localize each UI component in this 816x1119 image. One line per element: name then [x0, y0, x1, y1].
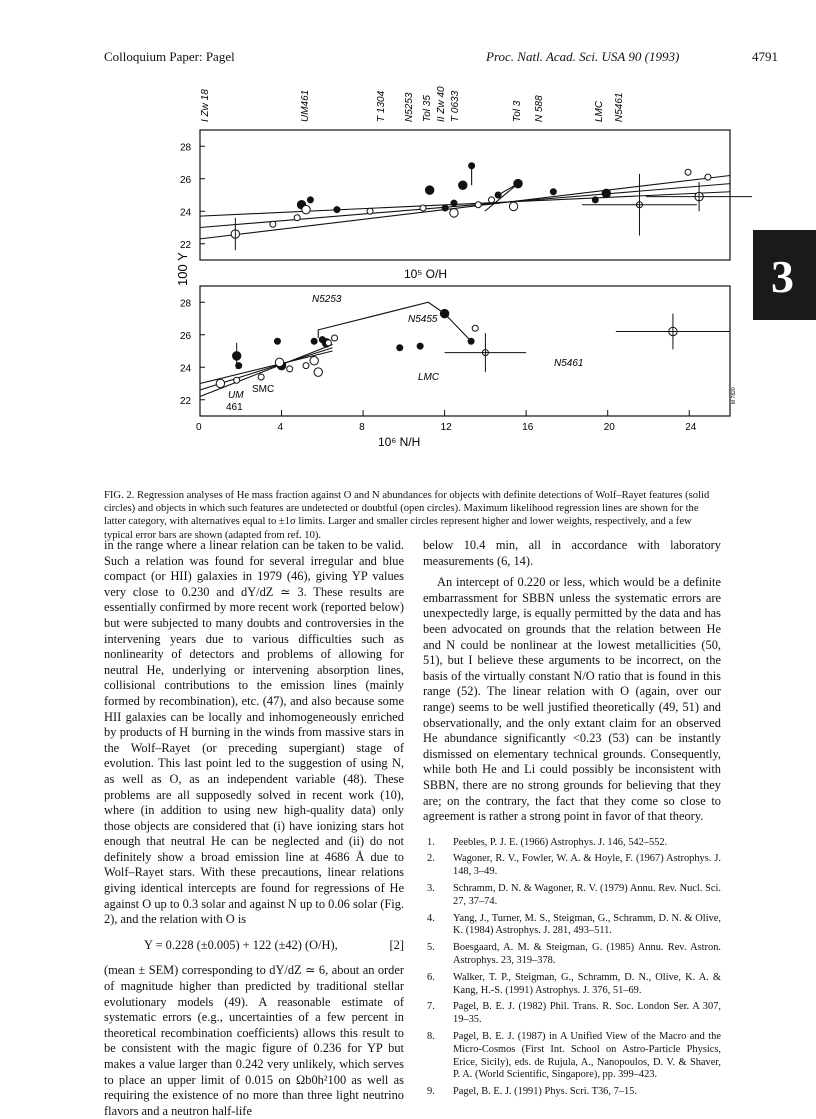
- reference-number: 8.: [427, 1031, 435, 1043]
- reference-item: [423, 972, 721, 998]
- y-tick-label: 22: [180, 395, 192, 407]
- equation-number: [2]: [389, 937, 404, 952]
- reference-number: 5.: [427, 942, 435, 954]
- open-point: [216, 379, 224, 387]
- open-point: [420, 205, 426, 211]
- right-paragraph-1: below 10.4 min, all in accordance with laboratory measurements (6, 14).: [423, 538, 721, 568]
- y-tick-label: 24: [180, 207, 192, 219]
- open-point: [310, 357, 318, 365]
- open-point: [685, 169, 691, 175]
- wolf-rayet-point: [307, 197, 313, 203]
- reference-text: Pagel, B. E. J. (1987) in A Unified View of the Macro and the Micro-Cosmos (First Int. School on Astro-Particle Physics, Erice, Sicily), eds. de Rujula, A., Nanopoulos, D. V. & Shaver, P. A. (World Scientific, Singapore), pp. 399–423.: [453, 1031, 721, 1081]
- reference-text: Wagoner, R. V., Fowler, W. A. & Hoyle, F. (1967) Astrophys. J. 148, 3–49.: [453, 853, 721, 878]
- reference-item: [423, 1001, 721, 1027]
- bottom-panel-plot: [200, 302, 730, 396]
- track-line: [318, 302, 471, 341]
- figure-2: [170, 74, 760, 454]
- wolf-rayet-point: [602, 189, 610, 197]
- regression-line: [200, 351, 333, 384]
- object-label: I Zw 18: [200, 89, 211, 122]
- top-panel-y-ticks: [180, 142, 205, 251]
- top-panel-plot: [200, 163, 752, 251]
- reference-number: 4.: [427, 912, 435, 924]
- wolf-rayet-point: [397, 345, 403, 351]
- open-point: [294, 215, 300, 221]
- x-tick-label: 16: [522, 422, 534, 433]
- reference-number: 9.: [427, 1086, 435, 1098]
- open-point: [472, 325, 478, 331]
- wolf-rayet-point: [459, 181, 467, 189]
- annotation-n5253: N5253: [312, 294, 342, 305]
- wolf-rayet-point: [592, 197, 598, 203]
- equation-2: [104, 928, 404, 964]
- reference-item: [423, 1031, 721, 1082]
- open-point: [325, 340, 331, 346]
- x-tick-label: 8: [359, 422, 365, 433]
- reference-item: [423, 883, 721, 909]
- wolf-rayet-point: [417, 343, 423, 349]
- wolf-rayet-point: [334, 207, 340, 213]
- annotation-um-number: 461: [226, 402, 243, 413]
- open-point: [302, 205, 310, 213]
- y-tick-label: 28: [180, 142, 192, 154]
- open-point: [275, 358, 283, 366]
- reference-item: [423, 837, 721, 850]
- annotation-n5461: N5461: [554, 358, 584, 369]
- open-point: [489, 197, 495, 203]
- reference-text: Pagel, B. E. J. (1991) Phys. Scri. T36, 7–15.: [453, 1086, 637, 1098]
- object-label: II Zw 40: [436, 86, 447, 122]
- open-point: [450, 209, 458, 217]
- section-tab: [753, 230, 816, 320]
- journal-citation: Proc. Natl. Acad. Sci. USA 90 (1993): [486, 49, 680, 64]
- reference-number: 7.: [427, 1001, 435, 1013]
- open-point: [303, 363, 309, 369]
- object-label: N5461: [614, 92, 625, 122]
- reference-number: 6.: [427, 971, 435, 983]
- equation-body: Y = 0.228 (±0.005) + 122 (±42) (O/H),: [144, 937, 338, 952]
- x-tick-label: 4: [277, 422, 284, 433]
- y-tick-label: 22: [180, 239, 192, 251]
- regression-line: [200, 184, 730, 228]
- reference-number: 3.: [427, 883, 435, 895]
- reference-text: Schramm, D. N. & Wagoner, R. V. (1979) Annu. Rev. Nucl. Sci. 27, 37–74.: [453, 883, 721, 907]
- annotation-smc: SMC: [252, 384, 275, 395]
- reference-item: [423, 942, 721, 968]
- object-label: Tol 35: [422, 95, 433, 122]
- wolf-rayet-point: [451, 200, 457, 206]
- reference-text: Yang, J., Turner, M. S., Steigman, G., Schramm, D. N. & Olive, K. (1984) Astrophys. J. 281, 493–511.: [453, 912, 721, 937]
- right-column: [423, 538, 721, 1103]
- left-paragraph-2: (mean ± SEM) corresponding to dY/dZ ≃ 6, about an order of magnitude higher than predicted by traditional stellar evolutionary models (49). A reasonable estimate of systematic errors (e.g., uncertainties of a few percent in theoretical recombination coefficients) allows this result to be consistent with the magic figure of 0.236 for YP but makes a value larger than 0.242 very unlikely, which serves to place an upper limit of 0.015 on Ωb0h²100 as well as requiring the existence of no more than three light neutrino flavors and a neutron half-life: [104, 963, 404, 1118]
- reference-list: [423, 837, 721, 1099]
- open-point: [314, 368, 322, 376]
- x-tick-label: 0: [196, 422, 202, 433]
- x-tick-label: 20: [603, 422, 615, 433]
- open-point: [367, 208, 373, 214]
- reference-item: [423, 853, 721, 879]
- object-label-row: [200, 86, 625, 122]
- regression-line: [200, 192, 730, 216]
- object-label: T 1304: [376, 90, 387, 122]
- page-number: 4791: [752, 49, 778, 64]
- y-tick-label: 26: [180, 330, 192, 342]
- figure-caption: FIG. 2. Regression analyses of He mass fraction against O and N abundances for objects with definite detections of Wolf–Rayet features (solid circles) and objects in which such features are undetected or doubtful (open circles). Maximum likelihood regression lines are shown for the latter category, with alternatives equal to ±1σ limits. Larger and smaller circles represent higher and lower weights, respectively, and a few typical error bars are shown (adapted from ref. 10).: [104, 490, 710, 541]
- bottom-panel-y-ticks: [180, 298, 205, 407]
- open-point: [332, 335, 338, 341]
- open-point: [705, 174, 711, 180]
- open-point: [475, 202, 481, 208]
- figure-code: M 7820: [731, 387, 737, 404]
- reference-text: Peebles, P. J. E. (1966) Astrophys. J. 146, 542–552.: [453, 836, 668, 848]
- object-label: T 0633: [450, 90, 461, 122]
- object-label: Tol 3: [512, 100, 523, 122]
- bottom-panel-xlabel: 10⁶ N/H: [378, 435, 421, 449]
- open-point: [270, 221, 276, 227]
- x-tick-label: 24: [685, 422, 697, 433]
- y-axis-label: 100 Y: [175, 252, 190, 286]
- object-label: UM461: [300, 89, 311, 122]
- open-point: [509, 202, 517, 210]
- y-tick-label: 28: [180, 298, 192, 310]
- left-column: [104, 538, 404, 1119]
- top-panel-xlabel: 10⁵ O/H: [404, 267, 447, 281]
- open-point: [287, 366, 293, 372]
- bottom-panel-x-ticks: [196, 410, 697, 433]
- y-tick-label: 24: [180, 363, 192, 375]
- object-label: LMC: [594, 100, 605, 122]
- annotation-lmc: LMC: [418, 372, 440, 383]
- x-tick-label: 12: [440, 422, 452, 433]
- reference-text: Boesgaard, A. M. & Steigman, G. (1985) Annu. Rev. Astron. Astrophys. 23, 319–378.: [453, 942, 721, 967]
- right-paragraph-2: An intercept of 0.220 or less, which would be a definite embarrassment for SBBN unless the systematic errors are unexpectedly large, is equally permitted by the data and has been advocated on grounds that the relation between He and N could be nonlinear at the lowest metallicities (50, 51), but I believe these arguments to be incorrect, on the basis of the virtually constant N/O ratio that is found in this range (52). The linear relation with O (again, over our range) seems to be well justified theoretically (49, 51) and observationally, and the only extant claim for an observed He abundance significantly <0.23 (53) can be instantly dismissed on elementary technical grounds. Consequently, while both He and Li could possibly be inconsistent with SBBN, there are no strong grounds for believing that they are; on the contrary, the fact that they come so close to agreement is rather a strong point in favor of that theory.: [423, 575, 721, 824]
- object-label: N5253: [404, 92, 415, 122]
- wolf-rayet-point: [550, 189, 556, 195]
- open-point: [258, 374, 264, 380]
- wolf-rayet-point: [425, 186, 433, 194]
- left-paragraph-1: in the range where a linear relation can be taken to be valid. Such a relation was found for several irregular and blue compact (or HII) galaxies in 1979 (46), giving YP values very close to 0.230 and dY/dZ ≃ 3. These results are essentially confirmed by more recent work (reported below) but were subjected to many doubts and controversies in the intervening years due to various difficulties such as nonlinearity of detectors and problems of allowing for neutral He, underlying or intervening absorption lines, collisional contributions to the emission lines (mainly formed by recombination), etc. (47), and also because some HII galaxies can be locally and inhomogeneously enriched by products of H burning in the winds from massive stars in the Wolf–Rayet (or preceding supergiant) stage of evolution. This last point led to the suggestion of using N, as well as O, as an independent variable (48). These problems are all supposedly solved in recent work (10), where (in addition to using new high-quality data) only those objects are considered that (i) have ionizing stars hot enough that neutral He can be neglected and (ii) do not definitely show a broad emission line at 4686 Å due to Wolf–Rayet stars. With these precautions, linear relations giving identical intercepts are found for regressions of He against O up to 0.3 solar and against N up to 0.06 solar (Fig. 2), and the relation with O is: [104, 538, 404, 927]
- section-tab-number: 3: [771, 251, 794, 302]
- bottom-panel-frame: [200, 286, 730, 416]
- running-header-left: Colloquium Paper: Pagel: [104, 49, 235, 64]
- wolf-rayet-point: [274, 338, 280, 344]
- reference-text: Pagel, B. E. J. (1982) Phil. Trans. R. Soc. London Ser. A 307, 19–35.: [453, 1001, 721, 1026]
- y-tick-label: 26: [180, 174, 192, 186]
- object-label: N 588: [534, 95, 545, 122]
- open-point: [234, 377, 240, 383]
- reference-number: 1.: [427, 836, 435, 848]
- reference-number: 2.: [427, 853, 435, 865]
- reference-item: [423, 1086, 721, 1099]
- wolf-rayet-point: [311, 338, 317, 344]
- reference-item: [423, 913, 721, 939]
- annotation-n5455: N5455: [408, 314, 438, 325]
- wolf-rayet-point: [442, 205, 448, 211]
- annotation-um: UM: [228, 390, 244, 401]
- reference-text: Walker, T. P., Steigman, G., Schramm, D. N., Olive, K. A. & Kang, H.-S. (1991) Astrophys. J. 376, 51–69.: [453, 971, 721, 996]
